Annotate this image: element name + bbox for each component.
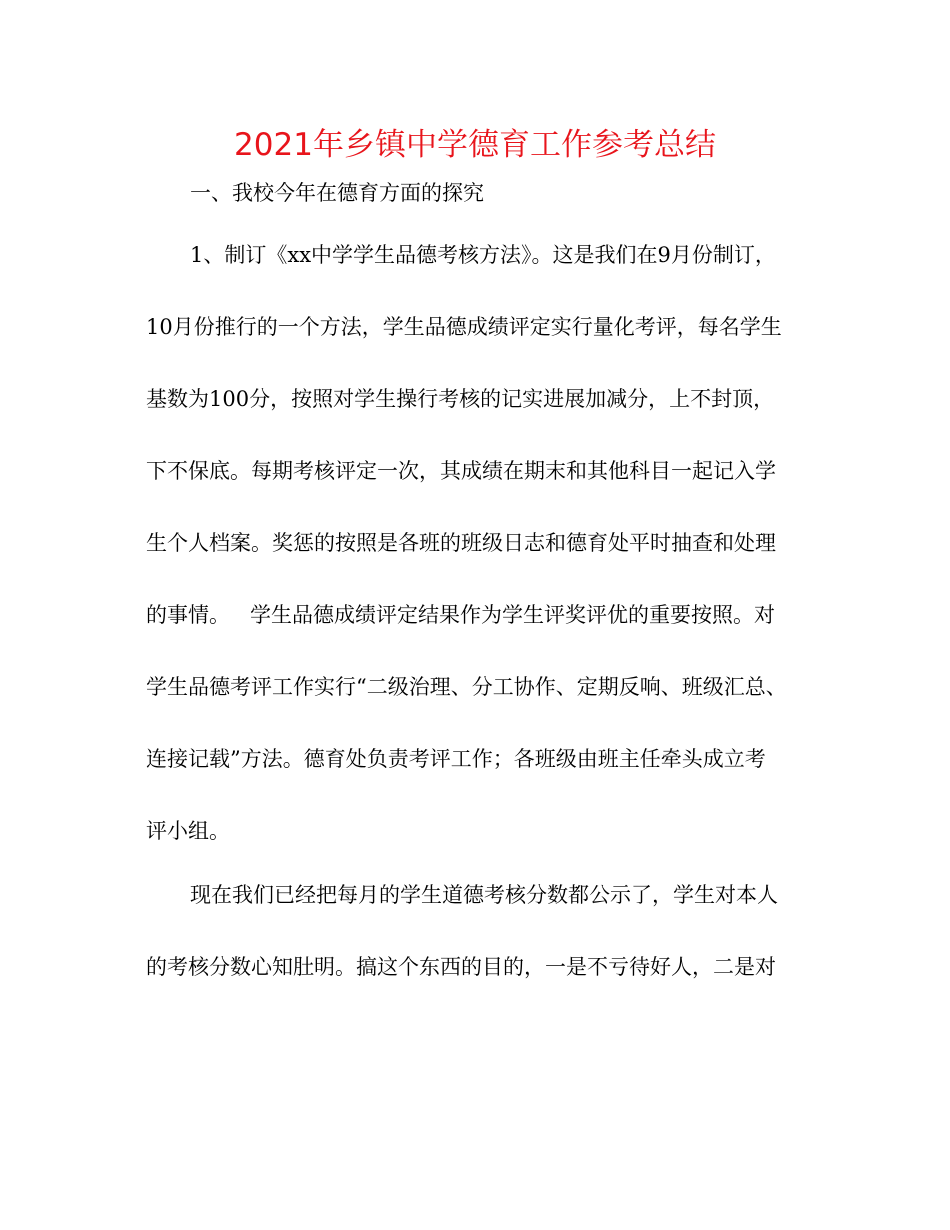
- paragraph-line: 的考核分数心知肚明。搞这个东西的目的，一是不亏待好人，二是对: [146, 955, 776, 979]
- paragraph-line: 生个人档案。奖惩的按照是各班的班级日志和德育处平时抽查和处理: [146, 531, 776, 555]
- paragraph-line: 1、制订《xx中学学生品德考核方法》。这是我们在9月份制订，: [190, 243, 776, 267]
- paragraph-line: 10月份推行的一个方法，学生品德成绩评定实行量化考评，每名学生: [146, 315, 782, 339]
- section-heading: 一、我校今年在德育方面的探究: [190, 181, 484, 205]
- paragraph-line: 评小组。: [146, 819, 230, 843]
- paragraph-line: 现在我们已经把每月的学生道德考核分数都公示了，学生对本人: [190, 883, 778, 907]
- paragraph-line: 下不保底。每期考核评定一次，其成绩在期末和其他科目一起记入学: [146, 459, 776, 483]
- document-title: 2021年乡镇中学德育工作参考总结: [234, 127, 716, 163]
- paragraph-line: 连接记载”方法。德育处负责考评工作；各班级由班主任牵头成立考: [146, 747, 766, 771]
- paragraph-line: 基数为100分，按照对学生操行考核的记实进展加减分，上不封顶，: [146, 387, 775, 411]
- paragraph-line: 的事情。 学生品德成绩评定结果作为学生评奖评优的重要按照。对: [146, 603, 776, 627]
- paragraph-line: 学生品德考评工作实行“二级治理、分工协作、定期反响、班级汇总、: [146, 675, 787, 699]
